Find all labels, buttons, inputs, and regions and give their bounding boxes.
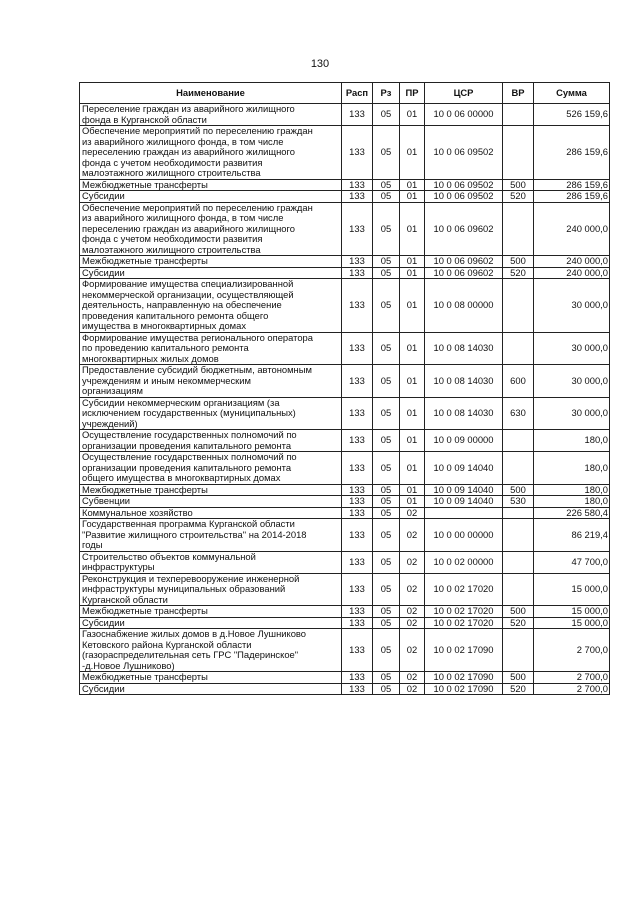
header-name: Наименование [80,83,342,104]
cell-rasp: 133 [342,430,373,452]
cell-vr [503,104,534,126]
cell-vr [503,519,534,552]
cell-sum: 180,0 [534,452,610,485]
cell-sum: 240 000,0 [534,267,610,279]
cell-sum: 30 000,0 [534,279,610,333]
cell-pr: 02 [400,551,425,573]
cell-rz: 05 [373,484,400,496]
cell-rz: 05 [373,496,400,508]
cell-name: Коммунальное хозяйство [80,507,342,519]
cell-pr: 01 [400,191,425,203]
cell-sum: 180,0 [534,496,610,508]
cell-pr: 01 [400,179,425,191]
cell-sum: 2 700,0 [534,683,610,695]
cell-rz: 05 [373,256,400,268]
cell-name: Формирование имущества специализированной некоммерческой организации, осуществляющей деятельность, направленную на обеспечение проведения капитального ремонта общего имущества в многоквартирных домах [80,279,342,333]
table-row [80,496,610,508]
cell-csr: 10 0 02 17020 [425,606,503,618]
cell-name: Субсидии [80,683,342,695]
cell-vr: 520 [503,683,534,695]
cell-csr: 10 0 06 09602 [425,256,503,268]
cell-pr: 02 [400,606,425,618]
cell-csr: 10 0 08 14030 [425,397,503,430]
cell-rasp: 133 [342,484,373,496]
cell-pr: 01 [400,202,425,256]
cell-name: Обеспечение мероприятий по переселению граждан из аварийного жилищного фонда, в том числе переселению граждан из аварийного жилищного фонда с учетом необходимости развития малоэтажного жилищного строительства [80,202,342,256]
cell-rz: 05 [373,397,400,430]
cell-pr: 02 [400,683,425,695]
cell-rz: 05 [373,279,400,333]
cell-pr: 01 [400,256,425,268]
cell-name: Межбюджетные трансферты [80,606,342,618]
cell-vr: 630 [503,397,534,430]
cell-csr: 10 0 02 17090 [425,683,503,695]
cell-vr: 600 [503,365,534,398]
cell-rz: 05 [373,573,400,606]
page-number: 130 [310,58,330,70]
cell-rz: 05 [373,332,400,365]
cell-vr [503,551,534,573]
cell-sum: 2 700,0 [534,672,610,684]
cell-csr: 10 0 09 14040 [425,452,503,485]
table-row [80,332,610,365]
cell-rasp: 133 [342,179,373,191]
table-row [80,279,610,333]
table-row [80,365,610,398]
cell-name: Предоставление субсидий бюджетным, автономным учреждениям и иным некоммерческим организациям [80,365,342,398]
cell-rz: 05 [373,606,400,618]
cell-name: Реконструкция и техперевооружение инженерной инфраструктуры муниципальных образований Курганской области [80,573,342,606]
cell-pr: 01 [400,365,425,398]
cell-sum: 286 159,6 [534,179,610,191]
cell-vr [503,452,534,485]
cell-sum: 30 000,0 [534,397,610,430]
header-rz: Рз [373,83,400,104]
cell-pr: 01 [400,279,425,333]
cell-name: Газоснабжение жилых домов в д.Новое Лушниково Кетовского района Курганской области (газораспределительная сеть ГРС "Падеринское" -д.Новое Лушниково) [80,629,342,672]
cell-rz: 05 [373,191,400,203]
table-row [80,267,610,279]
cell-vr [503,126,534,180]
cell-vr [503,202,534,256]
cell-sum: 226 580,4 [534,507,610,519]
cell-vr [503,573,534,606]
cell-rasp: 133 [342,573,373,606]
cell-name: Формирование имущества регионального оператора по проведению капитального ремонта многоквартирных жилых домов [80,332,342,365]
table-row [80,104,610,126]
cell-rz: 05 [373,629,400,672]
cell-sum: 2 700,0 [534,629,610,672]
table-row [80,256,610,268]
cell-name: Переселение граждан из аварийного жилищного фонда в Курганской области [80,104,342,126]
cell-sum: 180,0 [534,484,610,496]
cell-name: Государственная программа Курганской области "Развитие жилищного строительства" на 2014-2018 годы [80,519,342,552]
header-rasp: Расп [342,83,373,104]
cell-name: Субсидии [80,267,342,279]
cell-name: Субсидии некоммерческим организациям (за исключением государственных (муниципальных) учреждений) [80,397,342,430]
cell-csr: 10 0 02 17090 [425,672,503,684]
cell-rz: 05 [373,617,400,629]
table-row [80,397,610,430]
table-row [80,452,610,485]
cell-rasp: 133 [342,507,373,519]
cell-rasp: 133 [342,496,373,508]
cell-vr: 520 [503,617,534,629]
table-row [80,551,610,573]
cell-rasp: 133 [342,202,373,256]
cell-pr: 01 [400,484,425,496]
cell-rasp: 133 [342,452,373,485]
cell-vr: 500 [503,256,534,268]
cell-rz: 05 [373,179,400,191]
cell-name: Межбюджетные трансферты [80,672,342,684]
table-row [80,202,610,256]
cell-pr: 02 [400,672,425,684]
cell-vr: 500 [503,179,534,191]
table-header-row [80,83,610,104]
cell-pr: 01 [400,104,425,126]
cell-sum: 240 000,0 [534,256,610,268]
cell-rasp: 133 [342,551,373,573]
header-sum: Сумма [534,83,610,104]
cell-name: Субсидии [80,191,342,203]
cell-name: Обеспечение мероприятий по переселению граждан из аварийного жилищного фонда, в том числе переселению граждан из аварийного жилищного фонда с учетом необходимости развития малоэтажного жилищного строительства [80,126,342,180]
cell-sum: 30 000,0 [534,365,610,398]
cell-vr [503,332,534,365]
cell-pr: 01 [400,267,425,279]
cell-rasp: 133 [342,519,373,552]
cell-rasp: 133 [342,617,373,629]
cell-pr: 02 [400,519,425,552]
table-row [80,617,610,629]
cell-csr: 10 0 06 00000 [425,104,503,126]
cell-vr: 500 [503,672,534,684]
table-row [80,519,610,552]
cell-sum: 15 000,0 [534,573,610,606]
cell-rz: 05 [373,202,400,256]
cell-name: Субвенции [80,496,342,508]
cell-name: Межбюджетные трансферты [80,179,342,191]
cell-rz: 05 [373,683,400,695]
table-row [80,672,610,684]
cell-sum: 47 700,0 [534,551,610,573]
cell-rasp: 133 [342,191,373,203]
header-csr: ЦСР [425,83,503,104]
cell-vr [503,279,534,333]
cell-rasp: 133 [342,279,373,333]
cell-rz: 05 [373,507,400,519]
cell-csr: 10 0 02 17020 [425,617,503,629]
cell-rasp: 133 [342,126,373,180]
cell-rz: 05 [373,519,400,552]
cell-pr: 01 [400,397,425,430]
cell-rasp: 133 [342,397,373,430]
cell-sum: 30 000,0 [534,332,610,365]
table-row [80,430,610,452]
cell-pr: 02 [400,629,425,672]
cell-csr: 10 0 09 14040 [425,484,503,496]
cell-vr: 530 [503,496,534,508]
cell-rz: 05 [373,365,400,398]
cell-rz: 05 [373,551,400,573]
table-row [80,191,610,203]
cell-csr: 10 0 02 17020 [425,573,503,606]
cell-vr: 520 [503,191,534,203]
cell-vr: 500 [503,606,534,618]
cell-rasp: 133 [342,683,373,695]
table-row [80,179,610,191]
cell-rz: 05 [373,104,400,126]
cell-pr: 01 [400,430,425,452]
budget-table [79,82,610,695]
cell-vr [503,629,534,672]
cell-csr: 10 0 08 14030 [425,332,503,365]
cell-vr: 520 [503,267,534,279]
cell-sum: 86 219,4 [534,519,610,552]
cell-name: Осуществление государственных полномочий по организации проведения капитального ремонта [80,430,342,452]
cell-sum: 15 000,0 [534,606,610,618]
cell-name: Межбюджетные трансферты [80,484,342,496]
cell-csr: 10 0 06 09602 [425,202,503,256]
table-row [80,484,610,496]
cell-rasp: 133 [342,332,373,365]
cell-name: Осуществление государственных полномочий по организации проведения капитального ремонта общего имущества в многоквартирных домах [80,452,342,485]
cell-name: Межбюджетные трансферты [80,256,342,268]
cell-rz: 05 [373,672,400,684]
cell-csr: 10 0 09 14040 [425,496,503,508]
cell-csr: 10 0 06 09502 [425,126,503,180]
cell-rasp: 133 [342,606,373,618]
cell-sum: 286 159,6 [534,191,610,203]
table-row [80,683,610,695]
header-pr: ПР [400,83,425,104]
cell-pr: 02 [400,507,425,519]
cell-sum: 526 159,6 [534,104,610,126]
cell-csr: 10 0 06 09502 [425,191,503,203]
cell-name: Строительство объектов коммунальной инфраструктуры [80,551,342,573]
cell-rz: 05 [373,430,400,452]
cell-csr: 10 0 00 00000 [425,519,503,552]
cell-sum: 180,0 [534,430,610,452]
table-row [80,629,610,672]
cell-rasp: 133 [342,267,373,279]
cell-pr: 02 [400,617,425,629]
table-row [80,573,610,606]
cell-rasp: 133 [342,365,373,398]
cell-sum: 286 159,6 [534,126,610,180]
cell-pr: 01 [400,332,425,365]
cell-csr: 10 0 08 00000 [425,279,503,333]
cell-pr: 01 [400,126,425,180]
cell-pr: 01 [400,496,425,508]
cell-csr: 10 0 08 14030 [425,365,503,398]
cell-csr: 10 0 02 00000 [425,551,503,573]
cell-csr: 10 0 06 09502 [425,179,503,191]
cell-vr [503,430,534,452]
cell-csr: 10 0 02 17090 [425,629,503,672]
cell-sum: 15 000,0 [534,617,610,629]
cell-csr [425,507,503,519]
table-row [80,126,610,180]
cell-rasp: 133 [342,256,373,268]
cell-rz: 05 [373,126,400,180]
cell-vr: 500 [503,484,534,496]
cell-csr: 10 0 06 09602 [425,267,503,279]
cell-rz: 05 [373,267,400,279]
cell-rasp: 133 [342,672,373,684]
cell-name: Субсидии [80,617,342,629]
cell-pr: 02 [400,573,425,606]
cell-sum: 240 000,0 [534,202,610,256]
header-vr: ВР [503,83,534,104]
table-row [80,606,610,618]
cell-csr: 10 0 09 00000 [425,430,503,452]
cell-rasp: 133 [342,104,373,126]
cell-pr: 01 [400,452,425,485]
cell-rz: 05 [373,452,400,485]
cell-rasp: 133 [342,629,373,672]
table-row [80,507,610,519]
cell-vr [503,507,534,519]
